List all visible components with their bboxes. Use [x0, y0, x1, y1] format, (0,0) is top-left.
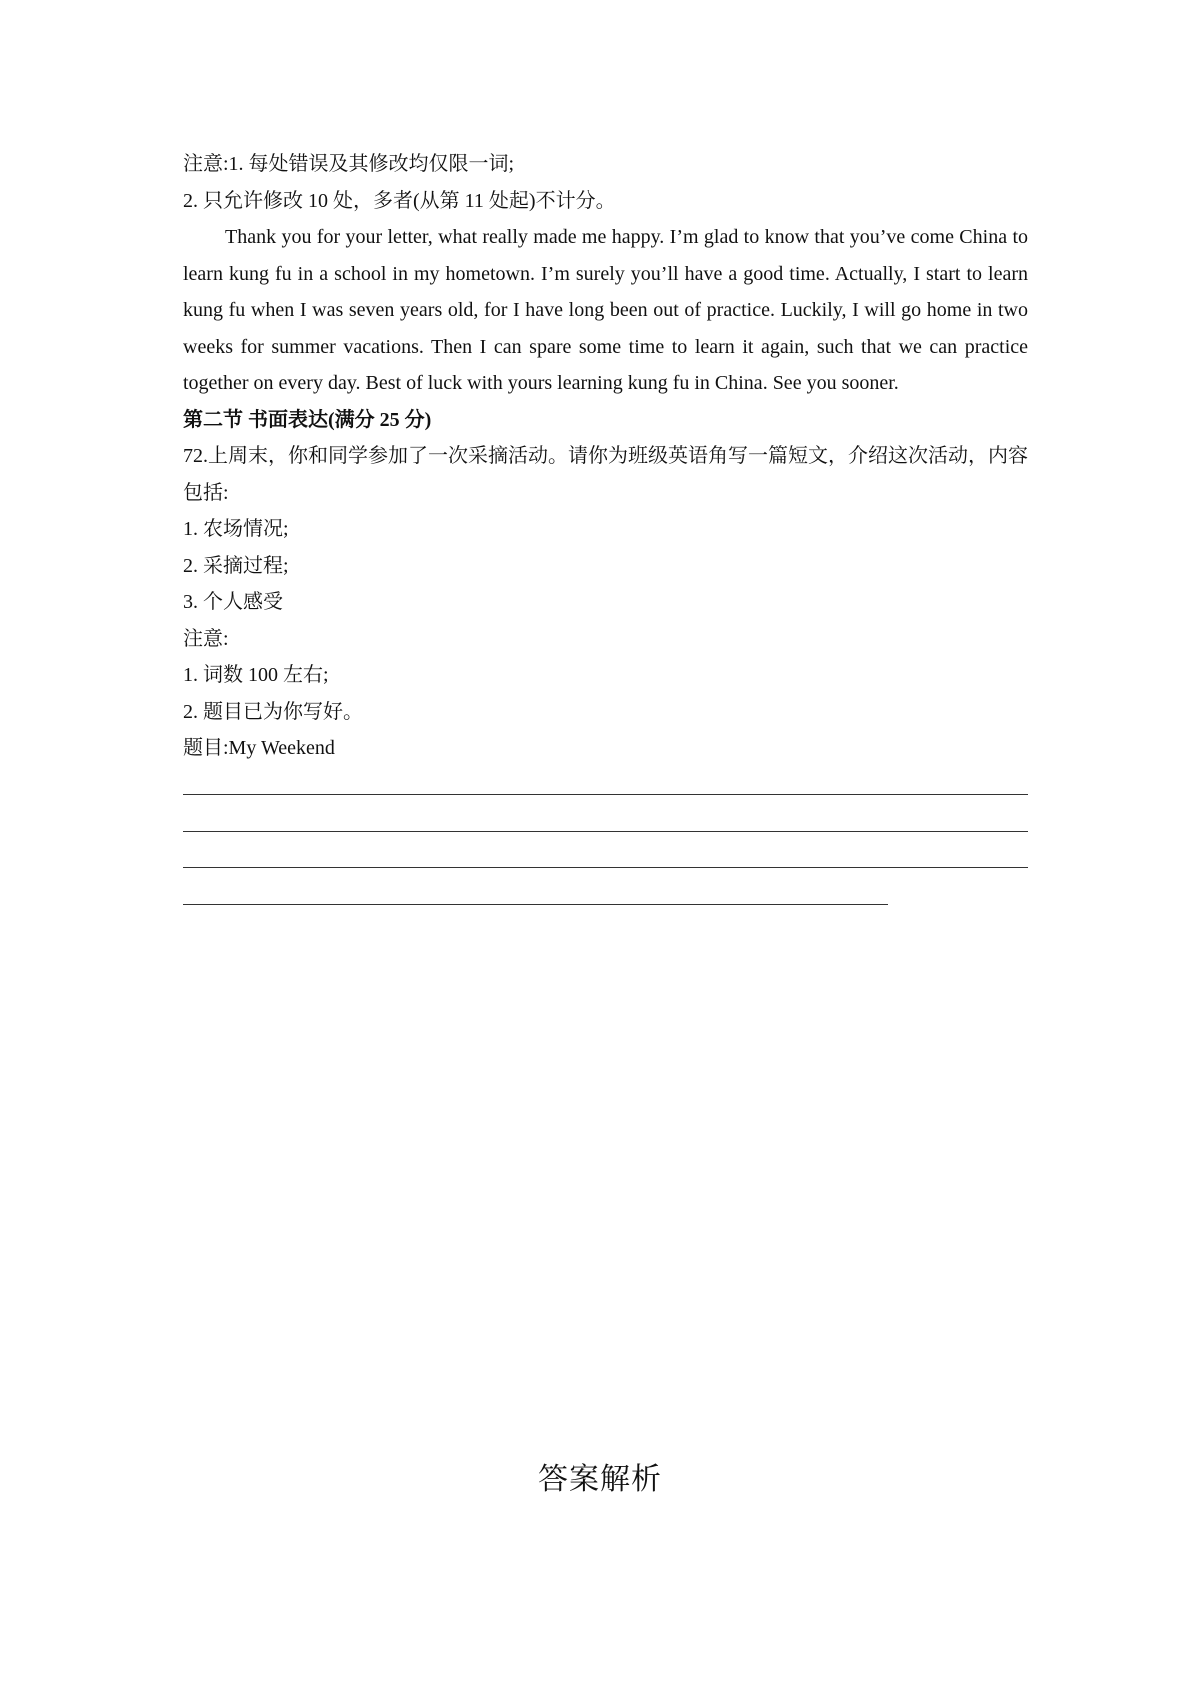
error-correction-passage: Thank you for your letter, what really made me happy. I’m glad to know that you’ve come China to learn kung fu in a school in my hometown. I’m surely you’ll have a good time. Actually, I start to learn kung fu when I was seven years old, for I have long been out of practice. Luckily, I will go home in two weeks for summer vacations. Then I can spare some time to learn it again, such that we can practice together on every day. Best of luck with yours learning kung fu in China. See you sooner. — [183, 226, 1028, 394]
content-item-2: 2. 采摘过程; — [183, 554, 289, 577]
answer-line — [183, 844, 1028, 881]
answer-section-title: 答案解析 — [538, 1462, 662, 1497]
answer-lines — [183, 771, 1028, 917]
page-content — [183, 146, 1028, 917]
answer-line — [183, 880, 1028, 917]
answer-line — [183, 807, 1028, 844]
note-line-2: 2. 只允许修改 10 处，多者(从第 11 处起)不计分。 — [183, 189, 616, 212]
content-item-3: 3. 个人感受 — [183, 591, 283, 613]
note-line-1: 注意:1. 每处错误及其修改均仅限一词; — [183, 153, 515, 175]
writing-note-label: 注意: — [183, 627, 229, 650]
writing-note-1: 1. 词数 100 左右; — [183, 664, 329, 686]
content-item-1: 1. 农场情况; — [183, 518, 289, 540]
writing-prompt: 72.上周末，你和同学参加了一次采摘活动。请你为班级英语角写一篇短文，介绍这次活动，内容包括: — [183, 445, 1028, 504]
answer-line — [183, 771, 1028, 808]
essay-topic: 题目:My Weekend — [183, 737, 335, 759]
writing-note-2: 2. 题目已为你写好。 — [183, 700, 363, 723]
section-heading: 第二节 书面表达(满分 25 分) — [183, 408, 432, 431]
